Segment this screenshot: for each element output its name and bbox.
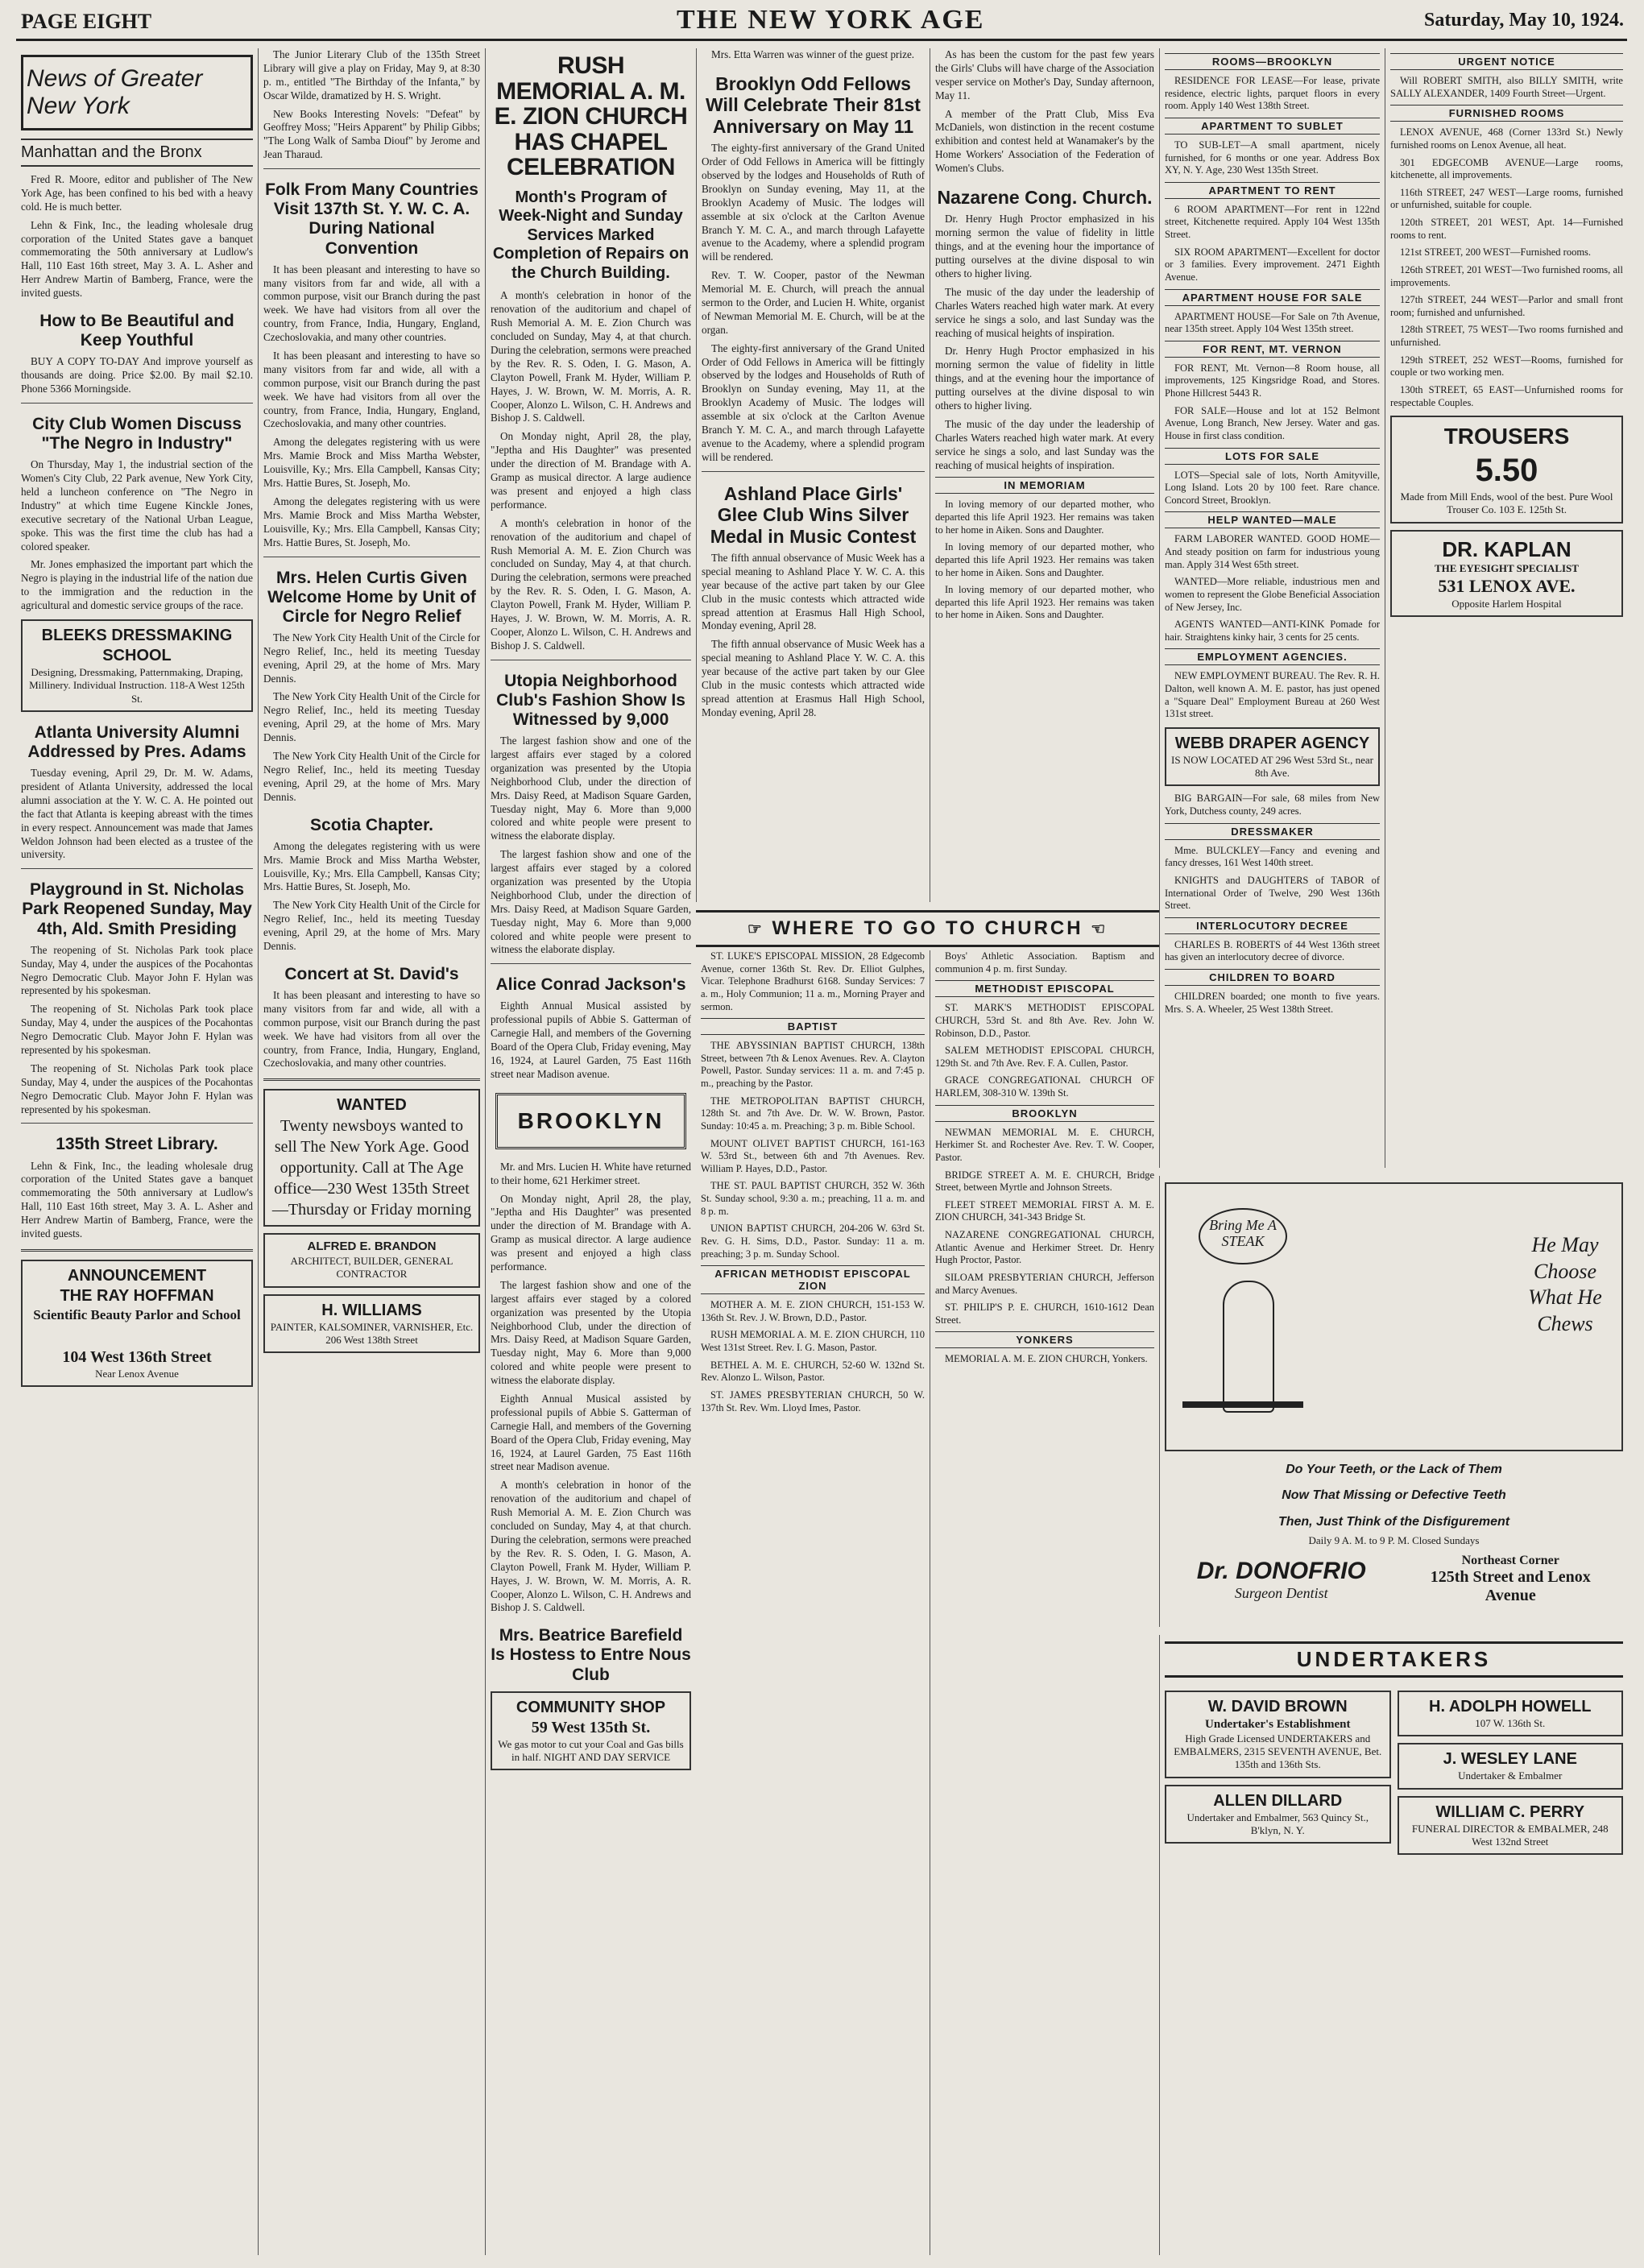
lane-ad: [1398, 1743, 1624, 1789]
divider: [21, 1123, 253, 1124]
classified-ad: SIX ROOM APARTMENT—Excellent for doctor or 3 families. Every improvement. 2471 Eighth Avenue.: [1165, 246, 1380, 283]
dentist-signature: [1165, 1554, 1623, 1605]
article-paragraph: The fifth annual observance of Music Week has a special meaning to Ashland Place Y. W. C. A. this year because of the active part taken by our Glee Club in the music contests which attracted wide spread attention at Erasmus Hall High School, Monday evening, April 28.: [702, 638, 925, 718]
issue-date: Saturday, May 10, 1924.: [1423, 10, 1624, 31]
classified-head: INTERLOCUTORY DECREE: [1165, 917, 1380, 934]
classified-ad: LOTS—Special sale of lots, North Amityville, Long Island. Lots 20 by 100 feet. Rare chance. Concord Street, Brooklyn.: [1165, 469, 1380, 506]
church-directory-header: [696, 910, 1159, 947]
ad-title: THE RAY HOFFMAN: [60, 1286, 214, 1305]
speech-bubble: Bring Me A STEAK: [1199, 1208, 1287, 1264]
ad-address: 104 West 136th Street: [62, 1348, 212, 1367]
church-listings-right: [930, 950, 1159, 2255]
classified-head: APARTMENT TO RENT: [1165, 182, 1380, 199]
ad-title: COMMUNITY SHOP: [516, 1698, 666, 1716]
ad-title: DR. KAPLAN: [1442, 536, 1572, 561]
ad-near: Near Lenox Avenue: [95, 1368, 179, 1380]
column-4: [696, 48, 930, 902]
classified-head: EMPLOYMENT AGENCIES.: [1165, 648, 1380, 665]
church-listing: ST. LUKE'S EPISCOPAL MISSION, 28 Edgecomb Avenue, corner 136th St. Rev. Dr. Elliot Gulphes, Vicar. Telephone Bradhurst 6168. Sunday Services: 7 a. m., Holy Communion; 11 a. m., Morning Prayer and sermon.: [701, 950, 925, 1012]
divider: [491, 963, 691, 964]
church-listing: MEMORIAL A. M. E. ZION CHURCH, Yonkers.: [945, 1353, 1148, 1365]
article-paragraph: The music of the day under the leadership of Charles Waters reached high water mark. At every service he sings a solo, and last Sunday was the reaching of musical heights of inspiration.: [935, 285, 1154, 339]
church-listings-left: [696, 950, 930, 2255]
article-paragraph: On Monday night, April 28, the play, "Jeptha and His Daughter" was presented under the direction of M. Brandage with A. Gramp as musical director. A large audience was present and enjoyed a high class performance.: [491, 1192, 691, 1273]
article-paragraph: Mr. and Mrs. Lucien H. White have returned to their home, 621 Herkimer street.: [491, 1160, 691, 1186]
ad-title: WEBB DRAPER AGENCY: [1174, 734, 1370, 752]
church-listing: BETHEL A. M. E. CHURCH, 52-60 W. 132nd St. Rev. Alonzo L. Wilson, Pastor.: [701, 1359, 925, 1384]
ad-text: ARCHITECT, BUILDER, GENERAL CONTRACTOR: [290, 1255, 453, 1281]
church-listing: Boys' Athletic Association. Baptism and communion 4 p. m. first Sunday.: [935, 950, 1154, 975]
article-paragraph: The New York City Health Unit of the Circle for Negro Relief, Inc., held its meeting Tuesday evening, April 29, at the home of Mrs. Mary Dennis.: [263, 899, 480, 952]
perry-ad: [1398, 1796, 1624, 1856]
article-paragraph: Fred R. Moore, editor and publisher of The New York Age, has been confined to his bed with a heavy cold. He is much better.: [21, 173, 253, 213]
ad-text: FUNERAL DIRECTOR & EMBALMER, 248 West 132nd Street: [1411, 1822, 1609, 1848]
article-paragraph: A month's celebration in honor of the renovation of the auditorium and chapel of Rush Memorial A. M. E. Zion Church was concluded on Sunday, May 4, at that church. During the celebration, sermons were preached by the Rev. R. S. Oden, I. G. Mason, A. Clayton Powell, Frank M. Hyder, William P. Hayes, J. W. Brown, W. M. Morris, A. R. Cooper, Alonzo L. Wilson, C. H. Andrews and Bishop J. S. Caldwell.: [491, 289, 691, 424]
ad-text: Designing, Dressmaking, Patternmaking, Draping, Millinery. Individual Instruction. 118-A West 125th St.: [29, 666, 245, 705]
section-head: News of Greater New York: [21, 55, 253, 130]
ad-subtitle: Scientific Beauty Parlor and School: [33, 1306, 241, 1322]
classified-ad: 129th STREET, 252 WEST—Rooms, furnished for couple or two working men.: [1390, 354, 1623, 379]
ad-text: Twenty newsboys wanted to sell The New York Age. Good opportunity. Call at The Age office—230 West 135th Street—Thursday or Friday morning: [271, 1117, 472, 1219]
article-paragraph: The fifth annual observance of Music Week has a special meaning to Ashland Place Y. W. C. A. this year because of the active part taken by our Glee Club in the music contests which attracted wide spread attention at Erasmus Hall High School, Monday evening, April 28.: [702, 552, 925, 632]
divider: [263, 1078, 480, 1081]
column-7: [1385, 48, 1628, 1168]
church-listing: THE METROPOLITAN BAPTIST CHURCH, 128th St. and 7th Ave. Dr. W. W. Brown, Pastor. Sunday: 10:45 a. m. Preaching; 3 p. m. Bible School.: [701, 1095, 925, 1132]
office-hours: Daily 9 A. M. to 9 P. M. Closed Sundays: [1308, 1534, 1480, 1547]
brooklyn-section-head: BROOKLYN: [495, 1093, 686, 1149]
ad-text: Undertaker and Embalmer, 563 Quincy St., B'klyn, N. Y.: [1186, 1811, 1369, 1836]
article-paragraph: On Monday night, April 28, the play, "Jeptha and His Daughter" was presented under the direction of M. Brandage with A. Gramp as musical director. A large audience was present and enjoyed a high class performance.: [491, 430, 691, 511]
article-paragraph: Dr. Henry Hugh Proctor emphasized in his morning sermon the value of fidelity in little things, and at the evening hour the importance of putting ourselves at the divine disposal to win others to higher living.: [935, 345, 1154, 412]
ad-title: ALFRED E. BRANDON: [307, 1240, 437, 1254]
howell-ad: [1398, 1691, 1624, 1736]
dentist-title: Surgeon Dentist: [1234, 1584, 1328, 1601]
article-paragraph: Among the delegates registering with us were Mrs. Mamie Brock and Miss Martha Webster, Louisville, Ky.; Mrs. Ella Campbell, Kansas City; Mrs. Hattie Bures, St. Joseph, Mo.: [263, 436, 480, 490]
article-paragraph: Lehn & Fink, Inc., the leading wholesale drug corporation of the United States gave a banquet commemorating the 50th anniversary at Ludlow's Hall, 110 East 16th street, May 3. A. L. Asher and Herr Andrew Martin of Bamberg, France, were the invited guests.: [21, 218, 253, 300]
divider: [21, 1249, 253, 1252]
church-listing: MOTHER A. M. E. ZION CHURCH, 151-153 W. 136th St. Rev. J. W. Brown, D.D., Pastor.: [701, 1299, 925, 1323]
classified-ad: FOR SALE—House and lot at 152 Belmont Avenue, Long Branch, New Jersey. Water and gas. House in first class condition.: [1165, 404, 1380, 441]
headline: Concert at St. David's: [284, 964, 459, 983]
classified-ad: WANTED—More reliable, industrious men and women to represent the Globe Beneficial Association of New Jersey, Inc.: [1165, 576, 1380, 613]
headline: Scotia Chapter.: [310, 815, 433, 834]
classified-head: FURNISHED ROOMS: [1390, 105, 1623, 122]
headline: Folk From Many Countries Visit 137th St. Y. W. C. A. During National Convention: [265, 180, 478, 258]
ad-title: BLEEKS DRESSMAKING SCHOOL: [41, 627, 233, 665]
classified-ad: 126th STREET, 201 WEST—Two furnished rooms, all improvements.: [1390, 263, 1623, 288]
headline: Brooklyn Odd Fellows Will Celebrate Their 81st Anniversary on May 11: [706, 72, 921, 137]
ad-title: W. DAVID BROWN: [1207, 1698, 1348, 1715]
article-paragraph: The New York City Health Unit of the Circle for Negro Relief, Inc., held its meeting Tuesday evening, April 29, at the home of Mrs. Mary Dennis.: [263, 750, 480, 803]
article-paragraph: Eighth Annual Musical assisted by professional pupils of Abbie S. Gatterman of Carnegie Hall, and members of the Governing Board of the Opera Club, Friday evening, May 16, 1924, at Laurel Garden, 75 East 116th street near Madison avenue.: [491, 1393, 691, 1473]
ad-text: Made from Mill Ends, wool of the best. Pure Wool Trouser Co. 103 E. 125th St.: [1400, 490, 1613, 516]
article-paragraph: It has been pleasant and interesting to have so many visitors from far and wide, all with a common purpose, visit our Branch during the past week. We have had visitors from all over the country, from France, India, Hungary, England, Czechoslovakia, and many other countries.: [263, 263, 480, 344]
ad-line: Do Your Teeth, or the Lack of Them: [1286, 1463, 1502, 1476]
undertakers-left: [1165, 1684, 1391, 1861]
denomination-head: AFRICAN METHODIST EPISCOPAL ZION: [701, 1265, 925, 1294]
classified-ad: FARM LABORER WANTED. GOOD HOME—And steady position on farm for industrious young man. Apply 314 West 65th street.: [1165, 533, 1380, 570]
article-paragraph: The largest fashion show and one of the largest affairs ever staged by a colored organization was presented by the Utopia Neighborhood Club, under the direction of Mrs. Daisy Reed, at Madison Square Garden, Tuesday night, May 6. More than 9,000 colored and white people were present to witness the elaborate display.: [491, 735, 691, 842]
column-2: [258, 48, 485, 2255]
address-line: 125th Street and Lenox Avenue: [1430, 1568, 1591, 1605]
ad-line: Now That Missing or Defective Teeth: [1282, 1488, 1506, 1503]
ad-text: We gas motor to cut your Coal and Gas bills in half. NIGHT AND DAY SERVICE: [498, 1737, 684, 1763]
headline: Alice Conrad Jackson's: [495, 975, 686, 995]
ad-title: H. WILLIAMS: [321, 1301, 422, 1319]
undertakers-header: UNDERTAKERS: [1165, 1641, 1623, 1678]
ad-title: J. WESLEY LANE: [1443, 1750, 1577, 1769]
ad-title: TROUSERS: [1443, 424, 1570, 449]
address-line: Northeast Corner: [1461, 1554, 1559, 1568]
church-listing: BRIDGE STREET A. M. E. CHURCH, Bridge Street, between Myrtle and Johnson Streets.: [935, 1169, 1154, 1194]
dentist-ad: [1159, 1176, 1628, 1627]
masthead: [16, 3, 1627, 41]
article-paragraph: The reopening of St. Nicholas Park took place Sunday, May 4, under the auspices of the Pocahontas Negro Democratic Club. Mayor John F. Hylan was represented by his spokesman.: [21, 1003, 253, 1056]
brandon-ad: [263, 1233, 480, 1287]
headline: Utopia Neighborhood Club's Fashion Show Is Witnessed by 9,000: [496, 671, 685, 729]
article-paragraph: On Thursday, May 1, the industrial section of the Women's City Club, 22 Park avenue, New York City, held a luncheon conference on "The Negro in Industry" at which time Eugene Kinckle Jones, executive secretary of the National Urban League, spoke. This was the first time the club has had a colored speaker.: [21, 458, 253, 553]
hand-pointer-icon: ☜: [1091, 921, 1108, 938]
church-listing: ST. JAMES PRESBYTERIAN CHURCH, 50 W. 137th St. Rev. Wm. Lloyd Imes, Pastor.: [701, 1389, 925, 1413]
brown-ad: [1165, 1691, 1391, 1778]
ad-subtitle: Undertaker's Establishment: [1205, 1718, 1351, 1731]
dillard-ad: [1165, 1785, 1391, 1844]
church-directory-title: WHERE TO GO TO CHURCH: [772, 917, 1083, 939]
ad-title: WANTED: [337, 1096, 407, 1115]
headline: Mrs. Helen Curtis Given Welcome Home by Unit of Circle for Negro Relief: [267, 568, 476, 626]
classified-ad: KNIGHTS and DAUGHTERS of TABOR of International Order of Twelve, 290 West 136th Street.: [1165, 874, 1380, 912]
ad-price: 5.50: [1475, 453, 1538, 489]
classified-ad: 301 EDGECOMB AVENUE—Large rooms, kitchenette, all improvements.: [1390, 156, 1623, 181]
webb-draper-ad: [1165, 727, 1380, 787]
classified-head: URGENT NOTICE: [1390, 53, 1623, 70]
classified-ad: 130th STREET, 65 EAST—Unfurnished rooms for respectable Couples.: [1390, 383, 1623, 408]
classified-ad: RESIDENCE FOR LEASE—For lease, private residence, electric lights, parquet floors in every room. Apply 140 West 138th Street.: [1165, 75, 1380, 112]
headline: Nazarene Cong. Church.: [937, 187, 1153, 209]
divider: [21, 868, 253, 869]
article-paragraph: The largest fashion show and one of the largest affairs ever staged by a colored organization was presented by the Utopia Neighborhood Club, under the direction of Mrs. Daisy Reed, at Madison Square Garden, Tuesday night, May 6. More than 9,000 colored and white people were present to witness the elaborate display.: [491, 1278, 691, 1387]
article-paragraph: Mr. Jones emphasized the important part which the Negro is playing in the industrial life of the nation due to the immigration and the reduction in the agricultural and domestic service groups of the race.: [21, 558, 253, 612]
article-paragraph: A member of the Pratt Club, Miss Eva McDaniels, won distinction in the recent costume exhibition and contest held at Wanamaker's by the Home Workers' Association of the Federation of Women's Clubs.: [935, 107, 1154, 175]
classified-head: APARTMENT TO SUBLET: [1165, 118, 1380, 135]
column-6: [1159, 48, 1385, 1168]
dentist-tagline: He May Choose What He Chews: [1528, 1233, 1602, 1335]
church-listing: SILOAM PRESBYTERIAN CHURCH, Jefferson and Marcy Avenues.: [935, 1271, 1154, 1296]
church-listing: THE ABYSSINIAN BAPTIST CHURCH, 138th Street, between 7th & Lenox Avenues. Rev. A. Clayton Powell, Pastor. Sunday services: 11 a. m. and 7:45 p. m., preaching by the Pastor.: [701, 1040, 925, 1089]
dentist-address: [1430, 1554, 1591, 1605]
subsection-head: Manhattan and the Bronx: [21, 139, 253, 167]
church-listing: UNION BAPTIST CHURCH, 204-206 W. 63rd St. Rev. G. H. Sims, D.D., Pastor. Sunday: 11 a. m. preaching; 3 p. m. Sunday School.: [701, 1223, 925, 1260]
headline: Atlanta University Alumni Addressed by Pres. Adams: [27, 722, 246, 761]
denomination-head: BAPTIST: [701, 1018, 925, 1035]
article-paragraph: The New York City Health Unit of the Circle for Negro Relief, Inc., held its meeting Tuesday evening, April 29, at the home of Mrs. Mary Dennis.: [263, 690, 480, 744]
ad-subtitle: THE EYESIGHT SPECIALIST: [1435, 562, 1579, 575]
classified-head: HELP WANTED—MALE: [1165, 511, 1380, 528]
classified-head: CHILDREN TO BOARD: [1165, 969, 1380, 986]
divider: [702, 471, 925, 472]
classified-ad: 120th STREET, 201 WEST, Apt. 14—Furnished rooms to rent.: [1390, 217, 1623, 241]
headline: Ashland Place Girls' Glee Club Wins Silver Medal in Music Contest: [710, 482, 917, 547]
ad-near: Opposite Harlem Hospital: [1451, 597, 1562, 610]
classified-ad: CHARLES B. ROBERTS of 44 West 136th street has given an interlocutory decree of divorce.: [1165, 938, 1380, 963]
church-listing: SALEM METHODIST EPISCOPAL CHURCH, 129th St. and 7th Ave. Rev. F. A. Cullen, Pastor.: [935, 1045, 1154, 1069]
classified-ad: AGENTS WANTED—ANTI-KINK Pomade for hair. Straightens kinky hair, 3 cents for 25 cents.: [1165, 619, 1380, 643]
classified-head: ROOMS—BROOKLYN: [1165, 53, 1380, 70]
church-listing: ST. MARK'S METHODIST EPISCOPAL CHURCH, 53rd St. and 8th Ave. Rev. John W. Robinson, D.D., Pastor.: [935, 1002, 1154, 1039]
article-paragraph: Tuesday evening, April 29, Dr. M. W. Adams, president of Atlanta University, addressed the local alumni association at the Y. W. C. A. He pointed out the fact that Atlanta is keeping abreast with the times in every respect. Announcement was made that James Weldon Johnson had been elected as a trustee of the university.: [21, 767, 253, 861]
ad-title: WILLIAM C. PERRY: [1435, 1802, 1585, 1821]
article-paragraph: Mrs. Etta Warren was winner of the guest prize.: [711, 48, 915, 60]
article-paragraph: The music of the day under the leadership of Charles Waters reached high water mark. At every service he sings a solo, and last Sunday was the reaching of musical heights of inspiration.: [935, 417, 1154, 471]
article-paragraph: A month's celebration in honor of the renovation of the auditorium and chapel of Rush Memorial A. M. E. Zion Church was concluded on Sunday, May 4, at that church. During the celebration, sermons were preached by the Rev. R. S. Oden, I. G. Mason, A. Clayton Powell, Frank M. Hyder, William P. Hayes, J. W. Brown, W. M. Morris, A. R. Cooper, Alonzo L. Wilson, C. H. Andrews and Bishop J. S. Caldwell.: [491, 1479, 691, 1614]
headline: Mrs. Beatrice Barefield Is Hostess to Entre Nous Club: [491, 1626, 691, 1684]
church-listing: ST. PHILIP'S P. E. CHURCH, 1610-1612 Dean Street.: [935, 1302, 1154, 1326]
classified-ad: Mme. BULCKLEY—Fancy and evening and fancy dresses, 161 West 140th street.: [1165, 844, 1380, 869]
article-paragraph: It has been pleasant and interesting to have so many visitors from far and wide, all with a common purpose, visit our Branch during the past week. We have had visitors from all over the country, from France, India, Hungary, England, Czechoslovakia, and many other countries.: [263, 989, 480, 1070]
article-paragraph: Among the delegates registering with us were Mrs. Mamie Brock and Miss Martha Webster, Louisville, Ky.; Mrs. Ella Campbell, Kansas City; Mrs. Hattie Bures, St. Joseph, Mo.: [263, 839, 480, 893]
ad-address: 531 LENOX AVE.: [1438, 576, 1576, 597]
dentist-cartoon: [1165, 1182, 1623, 1451]
church-listing: THE ST. PAUL BAPTIST CHURCH, 352 W. 36th St. Sunday school, 9:30 a. m.; preaching, 11 a. m. and 8 p. m.: [701, 1180, 925, 1217]
bleeks-ad: [21, 619, 253, 712]
article-paragraph: The New York City Health Unit of the Circle for Negro Relief, Inc., held its meeting Tuesday evening, April 29, at the home of Mrs. Mary Dennis.: [263, 631, 480, 685]
article-paragraph: The Junior Literary Club of the 135th Street Library will give a play on Friday, May 9, at 8:30 p. m., entitled "The Birthday of the Infanta," by Oscar Wilde, dramatized by H. S. Wright.: [263, 48, 480, 101]
classified-head: APARTMENT HOUSE FOR SALE: [1165, 289, 1380, 306]
memoriam-head: IN MEMORIAM: [935, 477, 1154, 494]
trousers-ad: [1390, 416, 1623, 524]
kaplan-ad: [1390, 530, 1623, 618]
article-paragraph: The reopening of St. Nicholas Park took place Sunday, May 4, under the auspices of the Pocahontas Negro Democratic Club. Mayor John F. Hylan was represented by his spokesman.: [21, 1062, 253, 1115]
article-paragraph: A month's celebration in honor of the renovation of the auditorium and chapel of Rush Memorial A. M. E. Zion Church was concluded on Sunday, May 4, at that church. During the celebration, sermons were preached by the Rev. R. S. Oden, I. G. Mason, A. Clayton Powell, Frank M. Hyder, William P. Hayes, J. W. Brown, W. M. Morris, A. R. Cooper, Alonzo L. Wilson, C. H. Andrews and Bishop J. S. Caldwell.: [491, 516, 691, 652]
article-paragraph: New Books Interesting Novels: "Defeat" by Geoffrey Moss; "Heirs Apparent" by Philip Gibbs; "The Long Walk of Samba Diouf" by Jerome and Jean Tharaud.: [263, 107, 480, 161]
ad-text: IS NOW LOCATED AT 296 West 53rd St., near 8th Ave.: [1171, 753, 1373, 780]
classified-ad: TO SUB-LET—A small apartment, nicely furnished, for 6 months or one year. Address Box XY, N. Y. Age, 230 West 135th Street.: [1165, 139, 1380, 176]
classified-ad: BIG BARGAIN—For sale, 68 miles from New York, Dutchess county, 249 acres.: [1165, 793, 1380, 817]
ad-text: PAINTER, KALSOMINER, VARNISHER, Etc. 206 West 138th Street: [270, 1320, 474, 1346]
column-1: [16, 48, 258, 2255]
classified-head: FOR RENT, MT. VERNON: [1165, 341, 1380, 358]
ad-line: Then, Just Think of the Disfigurement: [1278, 1514, 1510, 1529]
wanted-ad: [263, 1089, 480, 1227]
headline: City Club Women Discuss "The Negro in Industry": [32, 414, 242, 453]
classified-ad: 6 ROOM APARTMENT—For rent in 122nd street, Kitchenette required. Apply 104 West 135th Street.: [1165, 203, 1380, 240]
classified-ad: Will ROBERT SMITH, also BILLY SMITH, write SALLY ALEXANDER, 1409 Fourth Street—Urgent.: [1390, 75, 1623, 99]
article-paragraph: The reopening of St. Nicholas Park took place Sunday, May 4, under the auspices of the Pocahontas Negro Democratic Club. Mayor John F. Hylan was represented by his spokesman.: [21, 943, 253, 997]
classified-ad: 128th STREET, 75 WEST—Two rooms furnished and unfurnished.: [1390, 324, 1623, 348]
article-paragraph: The eighty-first anniversary of the Grand United Order of Odd Fellows in America will be fittingly observed by the lodges and Households of Ruth of Brooklyn on Sunday evening, May 11, at the Brooklyn Academy of Music. The lodges will assemble at six o'clock at the Carlton Avenue Branch Y. M. C. A., and march through Lafayette avenue to the Academy, where a splendid program will be rendered.: [702, 341, 925, 463]
classified-ad: APARTMENT HOUSE—For Sale on 7th Avenue, near 135th street. Apply 104 West 135th street.: [1165, 310, 1380, 335]
ad-text: Undertaker & Embalmer: [1458, 1769, 1563, 1782]
article-paragraph: Dr. Henry Hugh Proctor emphasized in his morning sermon the value of fidelity in little things, and at the evening hour the importance of putting ourselves at the divine disposal to win others to higher living.: [935, 213, 1154, 280]
article-paragraph: The largest fashion show and one of the largest affairs ever staged by a colored organization was presented by the Utopia Neighborhood Club, under the direction of Mrs. Daisy Reed, at Madison Square Garden, Tuesday night, May 6. More than 9,000 colored and white people were present to witness the elaborate display.: [491, 848, 691, 956]
memoriam-notice: In loving memory of our departed mother, who departed this life April 1923. Her remains was taken to her home in Aiken. Sons and Daughter.: [935, 584, 1154, 621]
ad-text: High Grade Licensed UNDERTAKERS and EMBALMERS, 2315 SEVENTH AVENUE, Bet. 135th and 136th Sts.: [1174, 1732, 1382, 1771]
article-paragraph: Among the delegates registering with us were Mrs. Mamie Brock and Miss Martha Webster, Louisville, Ky.; Mrs. Ella Campbell, Kansas City; Mrs. Hattie Bures, St. Joseph, Mo.: [263, 495, 480, 548]
ad-text: BUY A COPY TO-DAY And improve yourself as thousands are doing. Price $2.00. By mail $2.10. Phone 5366 Morningside.: [21, 355, 253, 395]
undertakers-grid: [1165, 1684, 1623, 1861]
article-paragraph: It has been pleasant and interesting to have so many visitors from far and wide, all with a common purpose, visit our Branch during the past week. We have had visitors from all over the country, from France, India, Hungary, England, Czechoslovakia, and many other countries.: [263, 350, 480, 430]
memoriam-notice: In loving memory of our departed mother, who departed this life April 1923. Her remains was taken to her home in Aiken. Sons and Daughter.: [935, 499, 1154, 536]
church-listing: FLEET STREET MEMORIAL FIRST A. M. E. ZION CHURCH, 341-343 Bridge St.: [935, 1198, 1154, 1223]
newspaper-title: THE NEW YORK AGE: [677, 5, 985, 35]
ad-title: ALLEN DILLARD: [1213, 1791, 1343, 1810]
sub-headline: Month's Program of Week-Night and Sunday Services Marked Completion of Repairs on the Church Building.: [492, 188, 689, 282]
church-listing: GRACE CONGREGATIONAL CHURCH OF HARLEM, 308-310 W. 139th St.: [935, 1074, 1154, 1099]
ad-text: 107 W. 136th St.: [1475, 1717, 1546, 1729]
church-listing: RUSH MEMORIAL A. M. E. ZION CHURCH, 110 West 131st Street. Rev. I. G. Mason, Pastor.: [701, 1329, 925, 1353]
church-listing: NEWMAN MEMORIAL M. E. CHURCH, Herkimer St. and Rochester Ave. Rev. T. W. Cooper, Pastor.: [935, 1126, 1154, 1163]
ad-heading: How to Be Beautiful and Keep Youthful: [39, 312, 234, 350]
ad-address: 59 West 135th St.: [531, 1718, 651, 1736]
classified-ad: FOR RENT, Mt. Vernon—8 Room house, all improvements, 125 Kingsridge Road, and Stores. Phone Hillcrest 5443 R.: [1165, 362, 1380, 399]
table-icon: [1182, 1401, 1303, 1408]
classified-ad: 121st STREET, 200 WEST—Furnished rooms.: [1400, 246, 1592, 259]
classified-ad: NEW EMPLOYMENT BUREAU. The Rev. R. H. Dalton, well known A. M. E. pastor, has just opened a "Square Deal" Employment Bureau at 260 West 131st street.: [1165, 670, 1380, 720]
headline: 135th Street Library.: [56, 1135, 218, 1154]
page-number: PAGE EIGHT: [21, 10, 152, 33]
classified-head: DRESSMAKER: [1165, 823, 1380, 840]
community-shop-ad: [491, 1691, 691, 1771]
classified-head: LOTS FOR SALE: [1165, 448, 1380, 465]
memoriam-notice: In loving memory of our departed mother, who departed this life April 1923. Her remains was taken to her home in Aiken. Sons and Daughter.: [935, 541, 1154, 578]
article-paragraph: Eighth Annual Musical assisted by professional pupils of Abbie S. Gatterman of Carnegie Hall, and members of the Governing Board of the Opera Club, Friday evening, May 16, 1924, at Laurel Garden, 75 East 116th street near Madison avenue.: [491, 999, 691, 1080]
article-paragraph: Rev. T. W. Cooper, pastor of the Newman Memorial M. E. Church, will preach the annual sermon to the Order, and Lucien H. White, organist of Newman Memorial M. E. Church, will be at the organ.: [702, 269, 925, 336]
classified-ad: 116th STREET, 247 WEST—Large rooms, furnished or unfurnished, suitable for couple.: [1390, 186, 1623, 211]
classified-ad: CHILDREN boarded; one month to five years. Mrs. S. A. Wheeler, 25 West 138th Street.: [1165, 991, 1380, 1015]
article-paragraph: The eighty-first anniversary of the Grand United Order of Odd Fellows in America will be fittingly observed by the lodges and Households of Ruth of Brooklyn on Sunday evening, May 11, at the Brooklyn Academy of Music. The lodges will assemble at six o'clock at the Carlton Avenue Branch Y. M. C. A., and march through Lafayette avenue to the Academy, where a splendid program will be rendered.: [702, 142, 925, 263]
main-headline: RUSH MEMORIAL A. M. E. ZION CHURCH HAS CHAPEL CELEBRATION: [494, 52, 688, 180]
divider: [21, 403, 253, 404]
waiter-figure-icon: [1223, 1281, 1274, 1413]
divider: [263, 168, 480, 169]
headline: Playground in St. Nicholas Park Reopened Sunday, May 4th, Ald. Smith Presiding: [22, 880, 252, 938]
undertakers-section: [1159, 1635, 1628, 2255]
undertakers-right: [1398, 1684, 1624, 1861]
ad-title: H. ADOLPH HOWELL: [1429, 1698, 1592, 1715]
denomination-head: YONKERS: [935, 1331, 1154, 1348]
denomination-head: BROOKLYN: [935, 1105, 1154, 1122]
williams-ad: [263, 1294, 480, 1354]
hand-pointer-icon: ☞: [747, 921, 764, 938]
article-paragraph: Lehn & Fink, Inc., the leading wholesale drug corporation of the United States gave a banquet commemorating the 50th anniversary at Ludlow's Hall, 110 East 16th street, May 3. A. L. Asher and Herr Andrew Martin of Bamberg, France, were the invited guests.: [21, 1159, 253, 1240]
church-listing: MOUNT OLIVET BAPTIST CHURCH, 161-163 W. 53rd St., between 6th and 7th Avenues. Rev. William P. Hayes, D.D., Pastor.: [701, 1137, 925, 1174]
hoffman-ad: [21, 1260, 253, 1388]
classified-ad: 127th STREET, 244 WEST—Parlor and small front room; furnished and unfurnished.: [1390, 294, 1623, 318]
dentist-name: Dr. DONOFRIO: [1196, 1557, 1366, 1584]
ad-title: ANNOUNCEMENT: [67, 1266, 207, 1285]
church-listing: NAZARENE CONGREGATIONAL CHURCH, Atlantic Avenue and Herkimer Street. Dr. Henry Hugh Proctor, Pastor.: [935, 1229, 1154, 1266]
denomination-head: METHODIST EPISCOPAL: [935, 980, 1154, 997]
article-paragraph: As has been the custom for the past few years the Girls' Clubs will have charge of the Association vesper service on Mother's Day, Sunday afternoon, May 11.: [935, 48, 1154, 101]
column-5: [930, 48, 1159, 902]
classified-ad: LENOX AVENUE, 468 (Corner 133rd St.) Newly furnished rooms on Lenox Avenue, all heat.: [1390, 126, 1623, 151]
column-3: [485, 48, 696, 2255]
